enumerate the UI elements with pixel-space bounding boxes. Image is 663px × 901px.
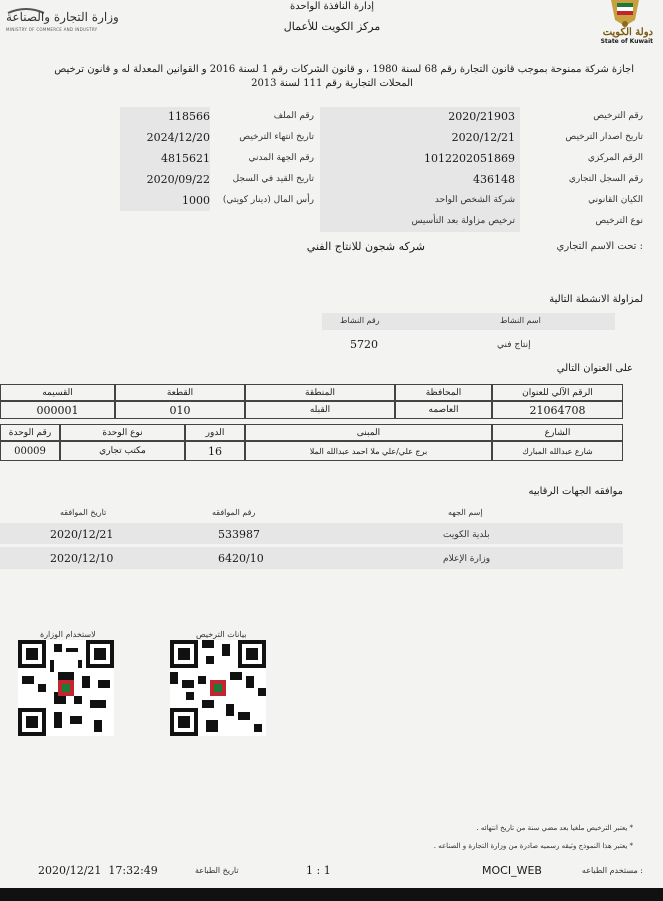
address-header-cell: المحافظة (395, 384, 492, 401)
bottom-bar (0, 888, 663, 901)
approvals-heading: موافقه الجهات الرقابيه (528, 486, 623, 497)
state-name: دولة الكويت (602, 27, 653, 38)
activity-name-header: اسم النشاط (500, 316, 541, 325)
address-header-cell: القسيمه (0, 384, 115, 401)
license-value: 436148 (473, 173, 515, 186)
approvals-col-header: إسم الجهه (448, 508, 483, 517)
license-left-column (120, 107, 320, 212)
address-header-cell: الدور (185, 424, 245, 441)
license-value: 1012202051869 (424, 152, 515, 165)
license-label: رقم السجل التجاري (568, 174, 643, 184)
license-value: 2020/09/22 (146, 173, 210, 186)
license-row (120, 149, 320, 170)
license-label: تاريخ اصدار الترخيص (565, 132, 643, 142)
activity-name: إنتاج فني (497, 340, 531, 350)
ministry-name-en: MINISTRY OF COMMERCE AND INDUSTRY (6, 27, 98, 32)
license-row (320, 128, 643, 149)
approval-date: 2020/12/21 (50, 528, 114, 541)
address-header-cell: رقم الوحدة (0, 424, 60, 441)
license-label: تاريخ القيد في السجل (232, 174, 314, 184)
license-value: شركة الشخص الواحد (434, 195, 515, 205)
license-row (120, 128, 320, 149)
intro-text (30, 64, 634, 89)
qr-license-label: بيانات الترخيص (196, 630, 247, 639)
dept-name: إدارة النافذة الواحدة (289, 1, 375, 12)
approval-authority: وزارة الإعلام (443, 554, 491, 564)
intro-line-2: المحلات التجارية رقم 111 لسنة 2013 (251, 78, 413, 89)
address-value-cell: القبله (245, 401, 395, 419)
license-label: الكيان القانوني (588, 195, 643, 205)
license-label: تاريخ انتهاء الترخيص (239, 132, 314, 142)
license-label: رأس المال (دينار كويتي) (222, 195, 314, 205)
note-1: * يعتبر الترخيص ملغيا بعد مضي سنة من تاريخ انتهائه . (476, 824, 633, 832)
approvals-col-header: تاريخ الموافقه (60, 508, 107, 517)
kuwait-emblem-icon (595, 0, 655, 30)
address-value-cell: شارع عبدالله المبارك (492, 441, 623, 461)
address-heading: على العنوان التالي (556, 363, 633, 374)
address-table (0, 384, 663, 462)
license-value: 2020/12/21 (451, 131, 515, 144)
header (0, 0, 663, 46)
approvals-table (0, 500, 663, 575)
license-row (120, 107, 320, 128)
approval-authority: بلدية الكويت (443, 530, 490, 540)
address-value-cell: العاصمه (395, 401, 492, 419)
approval-number: 6420/10 (218, 552, 264, 565)
license-label: رقم الملف (273, 111, 314, 121)
license-value: 4815621 (161, 152, 210, 165)
license-row (120, 170, 320, 191)
license-label: رقم الترخيص (593, 111, 643, 121)
license-label: رقم الجهة المدني (248, 153, 314, 163)
print-date: 2020/12/21 17:32:49 (38, 864, 158, 877)
print-user-label: مستخدم الطباعه : (581, 866, 643, 875)
print-date-label: تاريخ الطباعة (195, 866, 239, 875)
license-row (120, 191, 320, 212)
qr-ministry-label: لاستخدام الوزارة (40, 630, 96, 639)
activities-heading: لمزاولة الانشطة التالية (549, 294, 643, 305)
address-value-cell: 16 (185, 441, 245, 461)
trade-name-row (200, 240, 643, 256)
print-user: MOCI_WEB (482, 864, 542, 877)
address-value-cell: برج علي/علي ملا احمد عبدالله الملا (245, 441, 492, 461)
address-value-cell: 21064708 (492, 401, 623, 419)
activity-no: 5720 (350, 338, 378, 351)
address-value-cell: 010 (115, 401, 245, 419)
qr-code-ministry-icon (18, 640, 114, 736)
license-value: 2024/12/20 (146, 131, 210, 144)
license-row (320, 149, 643, 170)
note-2: * يعتبر هذا النموذج وثيقه رسميه صادرة من وزارة التجارة و الصناعه . (433, 842, 633, 850)
license-row (320, 170, 643, 191)
license-row (320, 212, 643, 233)
center-name: مركز الكويت للأعمال (283, 20, 381, 33)
address-value-cell: 000001 (0, 401, 115, 419)
page-number: 1 : 1 (306, 864, 331, 877)
license-value: 2020/21903 (448, 110, 515, 123)
approvals-col-header: رقم الموافقه (212, 508, 256, 517)
license-value: 118566 (168, 110, 210, 123)
qr-code-license-icon (170, 640, 266, 736)
intro-line-1: اجازة شركة ممنوحة بموجب قانون التجارة رقم 68 لسنة 1980 ، و قانون الشركات رقم 1 لسنة 2016 و القوانين المعدلة له و قانون ترخيص (54, 64, 634, 75)
address-header-cell: المنطقة (245, 384, 395, 401)
approval-number: 533987 (218, 528, 260, 541)
trade-name-label: تحت الاسم التجاري : (556, 241, 643, 252)
license-row (320, 191, 643, 212)
license-value: ترخيص مزاولة بعد التأسيس (411, 216, 515, 226)
address-header-cell: نوع الوحدة (60, 424, 185, 441)
address-value-cell: 00009 (0, 441, 60, 461)
approval-date: 2020/12/10 (50, 552, 114, 565)
address-header-cell: الرقم الآلي للعنوان (492, 384, 623, 401)
license-row (320, 107, 643, 128)
license-right-column (320, 107, 643, 233)
ministry-logo-icon (6, 0, 46, 10)
state-name-en: State of Kuwait (600, 38, 653, 45)
address-value-cell: مكتب تجاري (60, 441, 185, 461)
trade-name-value: شركه شجون للانتاج الفني (306, 240, 425, 253)
ministry-name: وزارة التجارة والصناعة (6, 10, 119, 24)
license-value: 1000 (182, 194, 210, 207)
address-header-cell: المبنى (245, 424, 492, 441)
license-label: الرقم المركزي (587, 153, 643, 163)
activity-no-header: رقم النشاط (340, 316, 380, 325)
license-label: نوع الترخيص (595, 216, 643, 226)
address-header-cell: الشارع (492, 424, 623, 441)
address-header-cell: القطعة (115, 384, 245, 401)
